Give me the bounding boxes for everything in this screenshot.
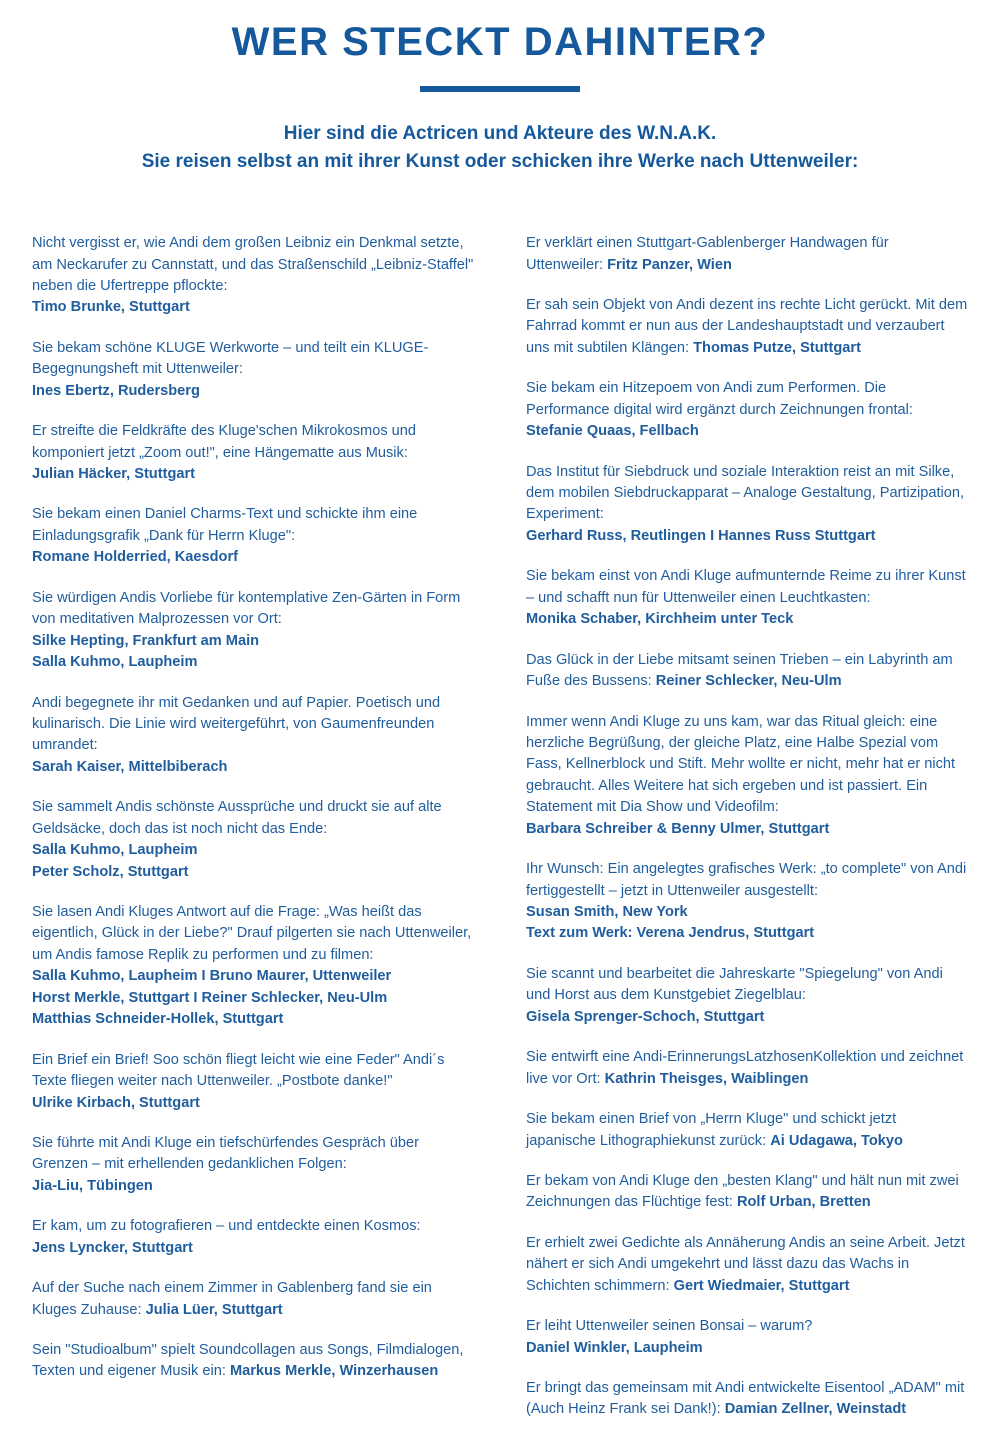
entry-description: Er bekam von Andi Kluge den „besten Klang" und hält nun mit zwei Zeichnungen das Flüchtige fest: xyxy=(526,1172,959,1211)
entry-participant-name: Monika Schaber, Kirchheim unter Teck xyxy=(526,611,794,628)
entry-participant-name: Thomas Putze, Stuttgart xyxy=(693,339,861,356)
entry-description: Auf der Suche nach einem Zimmer in Gablenberg fand sie ein Kluges Zuhause: xyxy=(32,1280,432,1318)
page-subtitle xyxy=(32,120,968,175)
participant-entry xyxy=(32,421,474,485)
participant-entry xyxy=(526,462,968,548)
entry-participant-name: Horst Merkle, Stuttgart I Reiner Schlecker, Neu-Ulm xyxy=(32,989,388,1006)
participant-entry xyxy=(526,1109,968,1152)
entry-description: Das Glück in der Liebe mitsamt seinen Trieben – ein Labyrinth am Fuße des Bussens: xyxy=(526,651,953,690)
participant-entry xyxy=(526,1378,968,1421)
entry-participant-name: Gert Wiedmaier, Stuttgart xyxy=(673,1277,850,1294)
entry-description: Er verklärt einen Stuttgart-Gablenberger Handwagen für Uttenweiler: xyxy=(526,235,889,273)
entry-description: Sie entwirft eine Andi-ErinnerungsLatzhosenKollektion und zeichnet live vor Ort: xyxy=(526,1049,964,1087)
subtitle-line-1: Hier sind die Actricen und Akteure des W.N.A.K. xyxy=(283,123,717,144)
entry-participant-name: Markus Merkle, Winzerhausen xyxy=(229,1363,439,1380)
entry-description: Sie bekam ein Hitzepoem von Andi zum Performen. Die Performance digital wird ergänzt durch Zeichnungen frontal: xyxy=(526,380,913,418)
entry-participant-name: Susan Smith, New York xyxy=(526,904,688,921)
subtitle-line-2: Sie reisen selbst an mit ihrer Kunst oder schicken ihre Werke nach Uttenweiler: xyxy=(141,150,859,172)
entry-description: Er streifte die Feldkräfte des Kluge'schen Mikrokosmos und komponiert jetzt „Zoom out!", eine Hängematte aus Musik: xyxy=(32,423,417,461)
entry-description: Ein Brief ein Brief! Soo schön fliegt leicht wie eine Feder" Andi´s Texte fliegen weiter nach Uttenweiler. „Postbote danke!" xyxy=(32,1051,445,1090)
entry-description: Sie bekam einst von Andi Kluge aufmunternde Reime zu ihrer Kunst – und schafft nun für Uttenweiler einen Leuchtkasten: xyxy=(526,568,966,606)
participant-entry xyxy=(526,1047,968,1090)
entry-participant-name: Timo Brunke, Stuttgart xyxy=(32,299,190,316)
entry-participant-name: Sarah Kaiser, Mittelbiberach xyxy=(32,758,228,775)
participant-entry xyxy=(526,566,968,630)
entry-description: Sie lasen Andi Kluges Antwort auf die Frage: „Was heißt das eigentlich, Glück in der Liebe?" Drauf pilgerten sie nach Uttenweiler, um Andis famose Replik zu performen und zu filmen: xyxy=(32,904,472,963)
participant-entry xyxy=(526,295,968,359)
entry-participant-name: Ai Udagawa, Tokyo xyxy=(770,1132,903,1149)
participant-entry xyxy=(526,712,968,841)
entry-participant-name: Salla Kuhmo, Laupheim xyxy=(32,842,198,859)
entry-participant-name: Stefanie Quaas, Fellbach xyxy=(526,423,699,440)
participant-entry xyxy=(32,1133,474,1197)
entry-description: Ihr Wunsch: Ein angelegtes grafisches Werk: „to complete" von Andi fertiggestellt – jetzt in Uttenweiler ausgestellt: xyxy=(526,861,967,899)
entry-description: Sie würdigen Andis Vorliebe für kontemplative Zen-Gärten in Form von meditativen Malprozessen vor Ort: xyxy=(32,589,461,628)
entry-participant-name: Text zum Werk: Verena Jendrus, Stuttgart xyxy=(526,925,815,942)
entry-description: Sie führte mit Andi Kluge ein tiefschürfendes Gespräch über Grenzen – mit erhellenden gedanklichen Folgen: xyxy=(32,1134,419,1173)
entry-participant-name: Jens Lyncker, Stuttgart xyxy=(32,1239,193,1256)
entry-participant-name: Damian Zellner, Weinstadt xyxy=(724,1401,907,1418)
entry-description: Sie scannt und bearbeitet die Jahreskarte "Spiegelung" von Andi und Horst aus dem Kunstgebiet Ziegelblau: xyxy=(526,965,943,1004)
participant-entry xyxy=(32,588,474,674)
participant-entry xyxy=(32,338,474,402)
entry-participant-name: Rolf Urban, Bretten xyxy=(736,1194,871,1211)
entry-participant-name: Kathrin Theisges, Waiblingen xyxy=(604,1070,809,1087)
participant-entry xyxy=(526,1233,968,1297)
entry-participant-name: Romane Holderried, Kaesdorf xyxy=(32,549,238,566)
participant-entry xyxy=(526,964,968,1028)
entry-description: Er leiht Uttenweiler seinen Bonsai – warum? xyxy=(526,1318,813,1335)
participant-entry xyxy=(32,1340,474,1383)
entry-description: Er bringt das gemeinsam mit Andi entwickelte Eisentool „ADAM" mit (Auch Heinz Frank sei Dank!): xyxy=(526,1380,965,1418)
participant-entry xyxy=(526,1171,968,1214)
entry-description: Sie bekam einen Daniel Charms-Text und schickte ihm eine Einladungsgrafik „Dank für Herrn Kluge": xyxy=(32,506,418,544)
participant-entry xyxy=(32,693,474,779)
content-columns xyxy=(32,233,968,1440)
entry-participant-name: Daniel Winkler, Laupheim xyxy=(526,1339,703,1356)
participant-entry xyxy=(526,1316,968,1359)
entry-description: Er sah sein Objekt von Andi dezent ins rechte Licht gerückt. Mit dem Fahrrad kommt er nun aus der Landeshauptstadt und verzaubert uns mit subtilen Klängen: xyxy=(526,296,968,356)
entry-participant-name: Gisela Sprenger-Schoch, Stuttgart xyxy=(526,1008,765,1025)
entry-participant-name: Fritz Panzer, Wien xyxy=(607,256,732,273)
entry-participant-name: Barbara Schreiber & Benny Ulmer, Stuttgart xyxy=(526,820,830,837)
participant-entry xyxy=(526,650,968,693)
entry-description: Sein "Studioalbum" spielt Soundcollagen aus Songs, Filmdialogen, Texten und eigener Musik ein: xyxy=(32,1342,464,1380)
entry-description: Er erhielt zwei Gedichte als Annäherung Andis an seine Arbeit. Jetzt nähert er sich Andi umgekehrt und lässt dazu das Wachs in Schichten schimmern: xyxy=(526,1234,965,1294)
entry-participant-name: Salla Kuhmo, Laupheim xyxy=(32,654,198,671)
entry-participant-name: Salla Kuhmo, Laupheim I Bruno Maurer, Uttenweiler xyxy=(32,968,392,985)
participant-entry xyxy=(32,902,474,1031)
participant-entry xyxy=(526,233,968,276)
entry-description: Sie bekam einen Brief von „Herrn Kluge" und schickt jetzt japanische Lithographiekunst zurück: xyxy=(526,1111,897,1149)
left-column xyxy=(32,233,474,1440)
participant-entry xyxy=(32,797,474,883)
entry-participant-name: Jia-Liu, Tübingen xyxy=(32,1177,153,1194)
entry-participant-name: Matthias Schneider-Hollek, Stuttgart xyxy=(32,1011,284,1028)
entry-participant-name: Reiner Schlecker, Neu-Ulm xyxy=(655,673,842,690)
entry-description: Nicht vergisst er, wie Andi dem großen Leibniz ein Denkmal setzte, am Neckarufer zu Cannstatt, und das Straßenschild „Leibniz-Staffel" neben die Ufertreppe pflockte: xyxy=(32,235,474,294)
entry-participant-name: Peter Scholz, Stuttgart xyxy=(32,863,189,880)
entry-participant-name: Julia Lüer, Stuttgart xyxy=(145,1301,283,1318)
entry-participant-name: Silke Hepting, Frankfurt am Main xyxy=(32,632,260,649)
entry-description: Andi begegnete ihr mit Gedanken und auf Papier. Poetisch und kulinarisch. Die Linie wird weitergeführt, von Gaumenfreunden umrandet: xyxy=(32,694,441,754)
entry-description: Sie bekam schöne KLUGE Werkworte – und teilt ein KLUGE-Begegnungsheft mit Uttenweiler: xyxy=(32,339,429,378)
participant-entry xyxy=(526,859,968,945)
entry-description: Immer wenn Andi Kluge zu uns kam, war das Ritual gleich: eine herzliche Begrüßung, der gleiche Platz, eine Halbe Spezial vom Fass, Kellnerblock und Stift. Mehr wollte er nicht, mehr hat er nicht gebraucht. Alles Weitere hat sich ergeben und ist passiert. Ein Statement mit Dia Show und Videofilm: xyxy=(526,713,956,816)
entry-description: Sie sammelt Andis schönste Aussprüche und druckt sie auf alte Geldsäcke, doch das ist noch nicht das Ende: xyxy=(32,799,442,837)
title-divider xyxy=(420,86,580,92)
participant-entry xyxy=(32,504,474,568)
participant-entry xyxy=(526,378,968,442)
entry-description: Das Institut für Siebdruck und soziale Interaktion reist an mit Silke, dem mobilen Siebdruckapparat – Analoge Gestaltung, Partizipation, Experiment: xyxy=(526,463,965,523)
participant-entry xyxy=(32,1216,474,1259)
participant-entry xyxy=(32,1050,474,1114)
entry-participant-name: Ines Ebertz, Rudersberg xyxy=(32,382,200,399)
entry-participant-name: Gerhard Russ, Reutlingen I Hannes Russ Stuttgart xyxy=(526,527,876,544)
entry-description: Er kam, um zu fotografieren – und entdeckte einen Kosmos: xyxy=(32,1218,421,1235)
participant-entry xyxy=(32,1278,474,1321)
entry-participant-name: Julian Häcker, Stuttgart xyxy=(32,466,196,483)
page-title: WER STECKT DAHINTER? xyxy=(231,20,769,64)
participant-entry xyxy=(32,233,474,319)
right-column xyxy=(526,233,968,1440)
entry-participant-name: Ulrike Kirbach, Stuttgart xyxy=(32,1094,200,1111)
